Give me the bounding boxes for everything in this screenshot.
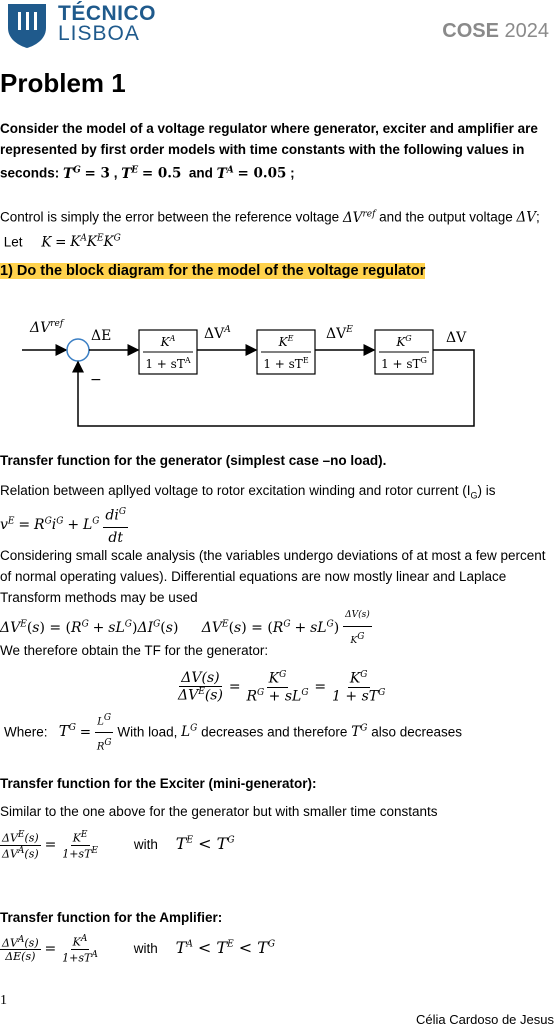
small-scale-paragraph: Considering small scale analysis (the variables undergo deviations of at most a few percent of normal operating values). Differential equations are now mostly linear and Laplace Transform methods may be used xyxy=(0,548,546,605)
block-amplifier xyxy=(139,330,197,374)
svg-text:KA: $K^A$ xyxy=(160,334,176,349)
block-diagram xyxy=(22,316,482,432)
amplifier-tf: $\frac{\Delta V^A(s)}{\Delta E(s)}$ = $\frac{K^A}{1+sT^A}$ with $T^A < T^E < T^G$ xyxy=(2,934,276,965)
summing-junction xyxy=(67,339,89,361)
exciter-heading: Transfer function for the Exciter (mini-generator): xyxy=(0,776,317,791)
label-v: ΔV xyxy=(446,330,467,346)
label-ve: $\Delta V^E$ xyxy=(326,325,353,342)
page-number: 1 xyxy=(0,993,7,1008)
where-line: Where: $T^G$ = $\frac{L^G}{R^G}$ With load, $L^G$ decreases and therefore $T^G$ also decreases xyxy=(4,708,557,758)
svg-text:KG: $K^G$ xyxy=(396,334,412,349)
author: Célia Cardoso de Jesus xyxy=(415,1012,554,1027)
amplifier-heading: Transfer function for the Amplifier: xyxy=(0,910,223,925)
generator-relation: Relation between apllyed voltage to rotor excitation winding and rotor current $(I_G)$ is xyxy=(0,483,496,501)
label-ref: $\Delta V^{ref}$ xyxy=(30,319,64,336)
ist-logo-shield-icon xyxy=(6,2,48,48)
course-label: COSE 2024 xyxy=(442,20,549,42)
block-generator xyxy=(375,330,433,374)
exciter-text: Similar to the one above for the generator but with smaller time constants xyxy=(0,804,438,819)
obtain-text: We therefore obtain the TF for the generator: xyxy=(0,643,269,658)
generator-equation: $v^E = R^Gi^G + L^G$ $\frac{di^G}{dt}$ xyxy=(0,502,555,549)
generator-heading: Transfer function for the generator (simplest case –no load). xyxy=(0,453,387,468)
svg-text:KE: $K^E$ xyxy=(278,334,294,349)
label-error: ΔE xyxy=(91,328,112,344)
exciter-tf: $\frac{\Delta V^E(s)}{\Delta V^A(s)}$ = $\frac{K^E}{1+sT^E}$ with $T^E < T^G$ xyxy=(2,830,235,861)
page-title: Problem 1 xyxy=(0,68,126,98)
svg-text:1 + sTE: $1 + sT^E$ xyxy=(263,356,309,371)
label-va: $\Delta V^A$ xyxy=(204,325,231,342)
problem-intro: Consider the model of a voltage regulator where generator, exciter and amplifier are represented by first order models with time constants with the following values in seconds: $T^G = 3$ , $T^E = 0.5$ and $T^A = 0.05$ ; xyxy=(0,121,538,182)
logo-text-lisboa: LISBOA xyxy=(58,22,140,45)
label-minus: − xyxy=(90,372,102,388)
svg-text:1 + sTA: $1 + sT^A$ xyxy=(145,356,191,371)
control-paragraph: Control is simply the error between the reference voltage $\Delta V^{ref}$ and the output voltage ΔV; Let $K = K^AK^EK^G$ xyxy=(0,209,540,250)
block-exciter xyxy=(257,330,315,374)
logo-text-tecnico: TÉCNICO xyxy=(58,2,156,25)
svg-text:1 + sTG: $1 + sT^G$ xyxy=(381,356,427,371)
generator-tf: $\frac{\Delta V(s)}{\Delta V^E(s)}$ = $\frac{K^G}{R^G + sL^G}$ = $\frac{K^G}{1 + sT^G}$ xyxy=(178,670,386,705)
laplace-equations: $\Delta V^E(s) = (R^G + sL^G)\Delta I^G(s)$ $\Delta V^E(s) = (R^G + sL^G)$ $\frac{\Delta V(s)}{K^G}$ xyxy=(0,605,555,652)
question-1: 1) Do the block diagram for the model of the voltage regulator xyxy=(0,263,426,279)
